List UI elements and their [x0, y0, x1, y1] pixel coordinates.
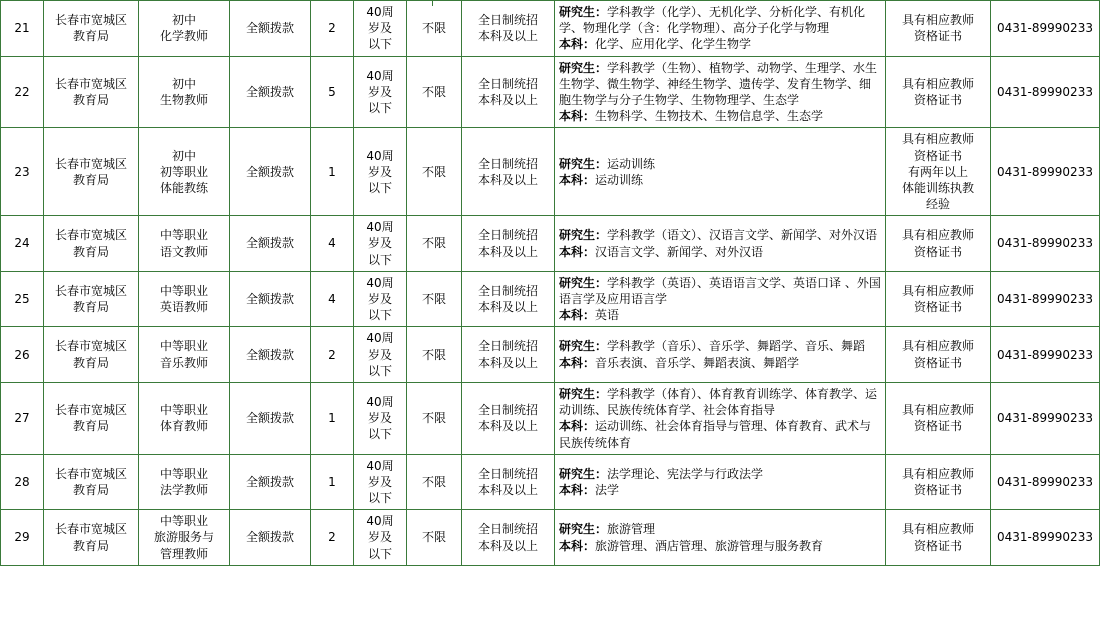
major-graduate-text: 学科教学（化学）、无机化学、分析化学、有机化学、物理化学（含：化学物理）、高分子化学与物理	[559, 5, 866, 36]
cell-major	[555, 128, 886, 216]
edu-line: 本科及以上	[477, 355, 538, 370]
cell-education	[462, 510, 555, 566]
cell-certificate	[886, 327, 991, 383]
cert-line: 具有相应教师	[901, 76, 974, 91]
major-graduate-label: 研究生：	[559, 466, 608, 481]
major-undergraduate-label: 本科：	[559, 308, 596, 323]
cell-number: 1	[311, 454, 354, 510]
major-undergraduate-label: 本科：	[559, 538, 596, 553]
cell-number: 2	[311, 1, 354, 57]
cell-index: 29	[1, 510, 44, 566]
cert-line: 经验	[925, 197, 950, 212]
cell-major	[555, 382, 886, 454]
cell-fund: 全额拨款	[230, 382, 311, 454]
major-undergraduate-text: 音乐表演、音乐学、舞蹈表演、舞蹈学	[595, 355, 800, 370]
cell-age	[354, 382, 407, 454]
cert-line: 资格证书	[913, 244, 962, 259]
cell-major	[555, 56, 886, 128]
org-line: 长春市宽城区	[54, 522, 127, 537]
edu-line: 全日制统招	[477, 403, 538, 418]
post-line: 中等职业	[159, 228, 208, 243]
cell-post	[139, 510, 230, 566]
cell-fund: 全额拨款	[230, 510, 311, 566]
post-line: 中等职业	[159, 403, 208, 418]
post-line: 英语教师	[159, 300, 208, 315]
age-line: 40周	[366, 220, 394, 235]
age-line: 40周	[366, 148, 394, 163]
cell-org	[44, 454, 139, 510]
cell-fund: 全额拨款	[230, 56, 311, 128]
cell-education	[462, 382, 555, 454]
column-divider-marker	[432, 0, 433, 6]
post-line: 音乐教师	[159, 355, 208, 370]
major-graduate	[559, 386, 881, 418]
major-graduate-label: 研究生：	[559, 339, 608, 354]
cell-number: 1	[311, 128, 354, 216]
cell-phone: 0431-89990233	[991, 510, 1100, 566]
cell-post	[139, 128, 230, 216]
age-line: 岁及	[367, 292, 392, 306]
major-graduate-label: 研究生：	[559, 60, 608, 75]
org-line: 长春市宽城区	[54, 228, 127, 243]
cell-age	[354, 510, 407, 566]
cell-gender: 不限	[407, 271, 462, 327]
cert-line: 具有相应教师	[901, 522, 974, 537]
age-line: 以下	[367, 427, 392, 442]
table-row	[1, 382, 1100, 454]
cell-fund: 全额拨款	[230, 271, 311, 327]
org-line: 长春市宽城区	[54, 156, 127, 171]
major-graduate-text: 学科教学（英语）、英语语言文学、英语口译 、外国语言学及应用语言学	[559, 275, 881, 306]
table-body	[1, 1, 1100, 566]
cell-fund: 全额拨款	[230, 454, 311, 510]
cell-age	[354, 216, 407, 272]
age-line: 岁及	[367, 530, 392, 545]
cell-phone: 0431-89990233	[991, 454, 1100, 510]
major-graduate	[559, 227, 881, 243]
org-line: 教育局	[72, 538, 109, 553]
age-line: 岁及	[367, 21, 392, 36]
org-line: 教育局	[72, 172, 109, 187]
major-undergraduate-text: 英语	[595, 308, 620, 323]
major-graduate-text: 学科教学（体育）、体育教育训练学、体育教学、运动训练、民族传统体育学、社会体育指导	[559, 386, 878, 418]
cell-phone: 0431-89990233	[991, 216, 1100, 272]
cert-line: 具有相应教师	[901, 283, 974, 298]
major-graduate-label: 研究生：	[559, 522, 608, 537]
major-graduate-label: 研究生：	[559, 156, 608, 171]
org-line: 教育局	[72, 244, 109, 259]
cell-org	[44, 1, 139, 57]
post-line: 语文教师	[159, 244, 208, 259]
major-undergraduate-label: 本科：	[559, 244, 596, 259]
cell-org	[44, 382, 139, 454]
cell-number: 2	[311, 510, 354, 566]
cell-org	[44, 216, 139, 272]
post-line: 体能教练	[159, 180, 208, 195]
age-line: 以下	[367, 37, 392, 52]
major-graduate-label: 研究生：	[559, 5, 608, 19]
cell-gender: 不限	[407, 382, 462, 454]
cert-line: 资格证书	[913, 300, 962, 315]
major-graduate-text: 学科教学（音乐）、音乐学、舞蹈学、音乐、舞蹈	[607, 339, 866, 354]
cell-major	[555, 510, 886, 566]
major-graduate	[559, 338, 881, 354]
major-undergraduate-text: 化学、应用化学、化学生物学	[595, 37, 752, 52]
table-row	[1, 216, 1100, 272]
major-graduate	[559, 275, 881, 307]
major-graduate-label: 研究生：	[559, 275, 608, 290]
major-graduate-text: 运动训练	[607, 156, 656, 171]
edu-line: 本科及以上	[477, 244, 538, 259]
cell-fund: 全额拨款	[230, 216, 311, 272]
org-line: 长春市宽城区	[54, 403, 127, 418]
org-line: 长春市宽城区	[54, 13, 127, 28]
cell-phone: 0431-89990233	[991, 271, 1100, 327]
major-graduate	[559, 466, 881, 482]
table-row	[1, 454, 1100, 510]
age-line: 以下	[367, 101, 392, 116]
cell-org	[44, 128, 139, 216]
table-row	[1, 271, 1100, 327]
post-line: 中等职业	[159, 514, 208, 529]
age-line: 以下	[367, 491, 392, 506]
major-undergraduate	[559, 108, 881, 124]
edu-line: 本科及以上	[477, 172, 538, 187]
cell-post	[139, 454, 230, 510]
cell-gender: 不限	[407, 56, 462, 128]
post-line: 初中	[171, 148, 196, 163]
major-undergraduate	[559, 482, 881, 498]
major-undergraduate-text: 旅游管理、酒店管理、旅游管理与服务教育	[595, 538, 824, 553]
major-graduate	[559, 521, 881, 537]
post-line: 管理教师	[159, 546, 208, 561]
post-line: 体育教师	[159, 419, 208, 434]
major-undergraduate-label: 本科：	[559, 482, 596, 497]
org-line: 长春市宽城区	[54, 76, 127, 91]
major-graduate-label: 研究生：	[559, 386, 608, 401]
cell-education	[462, 216, 555, 272]
major-undergraduate	[559, 244, 881, 260]
cell-certificate	[886, 454, 991, 510]
cell-certificate	[886, 56, 991, 128]
post-line: 生物教师	[159, 92, 208, 107]
edu-line: 全日制统招	[477, 283, 538, 298]
major-undergraduate-text: 汉语言文学、新闻学、对外汉语	[595, 244, 764, 259]
age-line: 以下	[367, 180, 392, 195]
age-line: 岁及	[367, 84, 392, 99]
age-line: 40周	[366, 331, 394, 346]
cell-gender: 不限	[407, 454, 462, 510]
cell-index: 25	[1, 271, 44, 327]
major-graduate-text: 学科教学（生物）、植物学、动物学、生理学、水生生物学、微生物学、神经生物学、遗传学、发育生物学、细胞生物学与分子生物学、生物物理学、生态学	[559, 60, 878, 107]
cell-index: 26	[1, 327, 44, 383]
cell-org	[44, 327, 139, 383]
major-graduate	[559, 60, 881, 109]
cell-index: 23	[1, 128, 44, 216]
cert-line: 具有相应教师	[901, 228, 974, 243]
edu-line: 全日制统招	[477, 156, 538, 171]
cell-post	[139, 327, 230, 383]
cell-index: 22	[1, 56, 44, 128]
cell-phone: 0431-89990233	[991, 1, 1100, 57]
cell-number: 2	[311, 327, 354, 383]
edu-line: 本科及以上	[477, 300, 538, 315]
cert-line: 具有相应教师	[901, 339, 974, 354]
age-line: 岁及	[367, 164, 392, 179]
cell-certificate	[886, 382, 991, 454]
cert-line: 具有相应教师	[901, 132, 974, 147]
cell-number: 4	[311, 216, 354, 272]
major-graduate	[559, 4, 881, 36]
table-row	[1, 128, 1100, 216]
age-line: 40周	[366, 395, 394, 410]
edu-line: 本科及以上	[477, 92, 538, 107]
edu-line: 本科及以上	[477, 538, 538, 553]
major-graduate-text: 旅游管理	[607, 522, 656, 537]
cell-post	[139, 56, 230, 128]
cell-certificate	[886, 510, 991, 566]
cell-index: 21	[1, 1, 44, 57]
post-line: 初等职业	[159, 164, 208, 179]
cell-major	[555, 454, 886, 510]
cell-certificate	[886, 128, 991, 216]
major-undergraduate	[559, 355, 881, 371]
cert-line: 具有相应教师	[901, 13, 974, 28]
cell-gender: 不限	[407, 1, 462, 57]
age-line: 40周	[366, 5, 394, 19]
major-undergraduate	[559, 418, 881, 450]
major-undergraduate-text: 运动训练	[595, 172, 644, 187]
cell-age	[354, 56, 407, 128]
age-line: 40周	[366, 514, 394, 529]
post-line: 化学教师	[159, 29, 208, 44]
cell-age	[354, 271, 407, 327]
cell-post	[139, 216, 230, 272]
post-line: 旅游服务与	[153, 530, 214, 545]
org-line: 教育局	[72, 419, 109, 434]
major-undergraduate-text: 运动训练、社会体育指导与管理、体育教育、武术与民族传统体育	[559, 419, 872, 450]
cell-post	[139, 271, 230, 327]
edu-line: 全日制统招	[477, 76, 538, 91]
cell-major	[555, 271, 886, 327]
cert-line: 具有相应教师	[901, 466, 974, 481]
cell-gender: 不限	[407, 327, 462, 383]
org-line: 长春市宽城区	[54, 283, 127, 298]
cell-age	[354, 1, 407, 57]
cell-major	[555, 216, 886, 272]
cert-line: 有两年以上	[907, 164, 968, 179]
edu-line: 全日制统招	[477, 13, 538, 28]
major-graduate-text: 法学理论、宪法学与行政法学	[607, 466, 764, 481]
cell-age	[354, 327, 407, 383]
cell-org	[44, 271, 139, 327]
table-row	[1, 327, 1100, 383]
cert-line: 资格证书	[913, 482, 962, 497]
org-line: 教育局	[72, 482, 109, 497]
cell-certificate	[886, 271, 991, 327]
cell-education	[462, 271, 555, 327]
major-undergraduate	[559, 538, 881, 554]
cell-certificate	[886, 216, 991, 272]
cell-fund: 全额拨款	[230, 1, 311, 57]
edu-line: 全日制统招	[477, 522, 538, 537]
edu-line: 全日制统招	[477, 228, 538, 243]
age-line: 以下	[367, 546, 392, 561]
age-line: 40周	[366, 458, 394, 473]
major-graduate-label: 研究生：	[559, 228, 608, 243]
major-undergraduate-label: 本科：	[559, 37, 596, 52]
major-undergraduate	[559, 36, 881, 52]
major-undergraduate-text: 生物科学、生物技术、生物信息学、生态学	[595, 109, 824, 124]
cell-age	[354, 454, 407, 510]
edu-line: 全日制统招	[477, 339, 538, 354]
org-line: 教育局	[72, 355, 109, 370]
major-undergraduate-label: 本科：	[559, 109, 596, 124]
major-graduate-text: 学科教学（语文）、汉语言文学、新闻学、对外汉语	[607, 228, 878, 243]
cert-line: 体能训练执教	[901, 180, 974, 195]
post-line: 中等职业	[159, 283, 208, 298]
cert-line: 具有相应教师	[901, 403, 974, 418]
cell-post	[139, 382, 230, 454]
post-line: 中等职业	[159, 466, 208, 481]
age-line: 以下	[367, 363, 392, 378]
table-row	[1, 1, 1100, 57]
major-graduate	[559, 156, 881, 172]
edu-line: 全日制统招	[477, 466, 538, 481]
age-line: 岁及	[367, 411, 392, 426]
cell-education	[462, 128, 555, 216]
cell-fund: 全额拨款	[230, 327, 311, 383]
table-row	[1, 56, 1100, 128]
table-row	[1, 510, 1100, 566]
cell-gender: 不限	[407, 510, 462, 566]
cell-number: 5	[311, 56, 354, 128]
cell-age	[354, 128, 407, 216]
post-line: 初中	[171, 13, 196, 28]
cell-phone: 0431-89990233	[991, 382, 1100, 454]
cell-fund: 全额拨款	[230, 128, 311, 216]
cell-education	[462, 56, 555, 128]
post-line: 初中	[171, 76, 196, 91]
cert-line: 资格证书	[913, 92, 962, 107]
age-line: 40周	[366, 68, 394, 83]
cell-education	[462, 454, 555, 510]
age-line: 40周	[366, 275, 394, 290]
age-line: 以下	[367, 308, 392, 323]
cell-education	[462, 1, 555, 57]
org-line: 长春市宽城区	[54, 466, 127, 481]
cell-major	[555, 327, 886, 383]
org-line: 教育局	[72, 92, 109, 107]
edu-line: 本科及以上	[477, 482, 538, 497]
edu-line: 本科及以上	[477, 29, 538, 44]
major-undergraduate-label: 本科：	[559, 419, 596, 434]
cert-line: 资格证书	[913, 148, 962, 163]
cert-line: 资格证书	[913, 29, 962, 44]
cert-line: 资格证书	[913, 419, 962, 434]
cell-org	[44, 510, 139, 566]
cell-gender: 不限	[407, 128, 462, 216]
org-line: 教育局	[72, 300, 109, 315]
major-undergraduate-label: 本科：	[559, 172, 596, 187]
org-line: 教育局	[72, 29, 109, 44]
cell-phone: 0431-89990233	[991, 128, 1100, 216]
age-line: 岁及	[367, 236, 392, 251]
post-line: 法学教师	[159, 482, 208, 497]
age-line: 岁及	[367, 347, 392, 362]
cell-major	[555, 1, 886, 57]
edu-line: 本科及以上	[477, 419, 538, 434]
cell-gender: 不限	[407, 216, 462, 272]
major-undergraduate-text: 法学	[595, 482, 620, 497]
major-undergraduate-label: 本科：	[559, 355, 596, 370]
post-line: 中等职业	[159, 339, 208, 354]
cell-number: 1	[311, 382, 354, 454]
cell-education	[462, 327, 555, 383]
cell-index: 27	[1, 382, 44, 454]
org-line: 长春市宽城区	[54, 339, 127, 354]
cell-index: 28	[1, 454, 44, 510]
cell-number: 4	[311, 271, 354, 327]
cell-org	[44, 56, 139, 128]
cert-line: 资格证书	[913, 538, 962, 553]
cell-phone: 0431-89990233	[991, 327, 1100, 383]
major-undergraduate	[559, 307, 881, 323]
cell-phone: 0431-89990233	[991, 56, 1100, 128]
age-line: 岁及	[367, 474, 392, 489]
major-undergraduate	[559, 172, 881, 188]
cert-line: 资格证书	[913, 355, 962, 370]
cell-post	[139, 1, 230, 57]
age-line: 以下	[367, 252, 392, 267]
cell-index: 24	[1, 216, 44, 272]
cell-certificate	[886, 1, 991, 57]
